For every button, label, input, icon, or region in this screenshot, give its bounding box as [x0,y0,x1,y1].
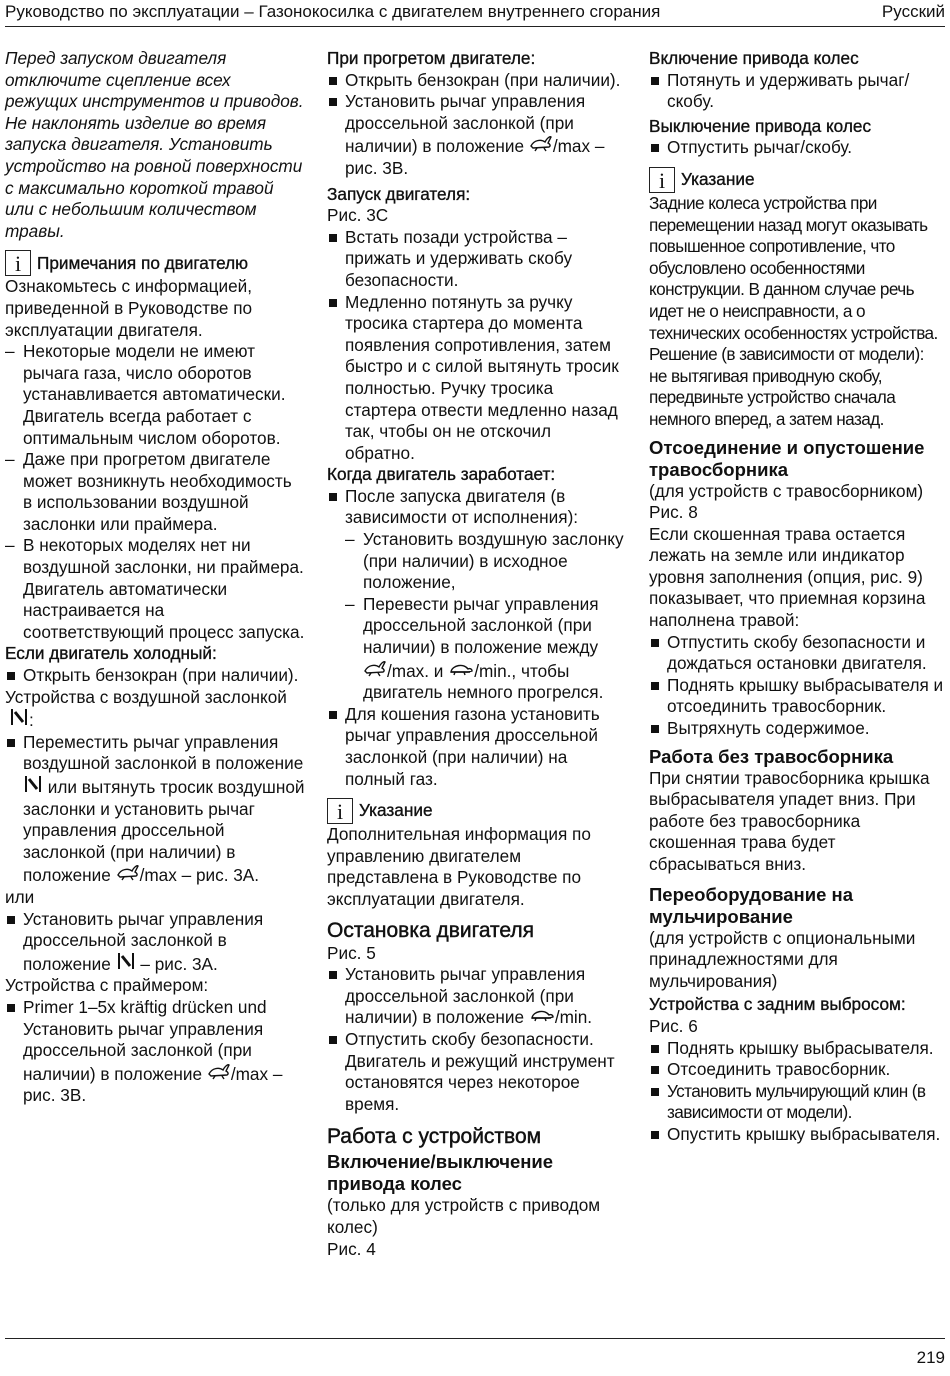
max-label: /max [230,1063,269,1084]
note-text: Задние колеса устройства при перемещении назад могут оказывать повышенное сопротивление, что обусловлено особенностями конструкции. В данном случае речь идет не о неисправности, а о технических особенностях устройства. Решение (в зависимости от модели): не вытягивая приводную скобу, передвиньте устройство сначала немного вперед, а затем назад. [649,192,938,429]
figure-ref: Рис. 4 [327,1238,376,1259]
no-catcher-title: Работа без травосборника [649,745,894,767]
max-label: /max. и [387,660,444,681]
warm-engine-title: При прогретом двигателе: [327,48,536,68]
list-item: – Некоторые модели не имеют рычага газа, число оборотов устанавливается автоматически. Двигатель всегда работает с оптимальным числом оборотов. [5,341,305,449]
empty-catcher-title: Отсоединение и опустошение травосборника [649,436,925,480]
running-dash-text: Перевести рычаг управления дроссельной заслонкой (при наличии) в положение между [363,593,599,658]
note-heading [649,167,945,193]
start-warning: Перед запуском двигателя отключите сцепление всех режущих инструментов и приводов. Не наклонять изделие во время запуска двигателя. Установить устройство на ровной поверхности с максимально короткой травой или с небольшим количеством травы. [5,48,304,241]
hare-icon [207,1062,231,1086]
engine-notes-title: Примечания по двигателю [37,252,249,273]
list-item: Отпустить рычаг/скобу. [649,137,945,159]
tortoise-icon [529,1007,555,1029]
list-item: – Установить воздушную заслонку (при наличии) в исходное положение, [345,529,625,594]
engine-notes-heading [5,250,305,276]
info-icon: i [649,167,675,193]
list-item [327,486,625,704]
list-item: Отсоединить травосборник. [649,1059,945,1081]
language-label: Русский [881,2,945,21]
list-item [327,91,625,179]
note-text: Дополнительная информация по управлению двигателем представлена в Руководстве по эксплуатации двигателя. [327,824,591,909]
mulch-subtitle: (для устройств с опциональными принадлежностями для мульчирования) [649,927,916,991]
column-3 [649,48,945,1146]
min-label: /min. [554,1007,593,1028]
page-number: 219 [916,1348,945,1367]
min-label: /min., чтобы двигатель немного прогрелся. [363,660,604,703]
footer-divider [5,1338,945,1339]
list-item: Вытряхнуть содержимое. [649,718,945,740]
engine-running-title: Когда двигатель заработает: [327,464,556,485]
start-list [327,227,625,465]
list-item [345,594,625,704]
warm-list [327,70,625,180]
page-header [5,0,945,27]
choke-icon [116,952,136,976]
choke-devices-label: Устройства с воздушной заслонкой : [5,686,287,731]
drive-text: (только для устройств с приводом колес) [327,1195,601,1237]
rear-discharge-list [649,1038,945,1146]
throttle-item-text: Установить рычаг управления дроссельной заслонкой в положение [23,908,264,974]
running-item-text: После запуска двигателя (в зависимости от исполнения): [345,485,579,528]
note-heading [327,798,625,824]
figure-ref: – рис. 3A. [181,865,260,886]
list-item [5,732,305,887]
rear-discharge-title: Устройства с задним выбросом: [649,994,906,1015]
stop-list [327,964,625,1115]
figure-ref: Рис. 6 [649,1015,698,1036]
list-item: Открыть бензокран (при наличии). [327,70,625,92]
document-title: Руководство по эксплуатации – Газонокосилка с двигателем внутреннего сгорания [5,2,661,21]
max-label: /max [139,865,177,886]
column-2 [327,48,625,1260]
hare-icon [116,863,140,887]
engine-start-title: Запуск двигателя: [327,183,471,204]
mulch-title: Переоборудование на мульчирование [649,883,853,927]
note-title: Указание [681,169,755,190]
warm-item-text: Установить рычаг управления дроссельной заслонкой (при наличии) в положение [345,91,586,157]
column-1 [5,48,305,1107]
choke-devices-text: Устройства с воздушной заслонкой [5,686,287,707]
figure-ref: Рис. 5 [327,942,376,963]
figure-ref: – рис. 3A. [140,953,218,974]
list-item: – В некоторых моделях нет ни воздушной заслонки, ни праймера. Двигатель автоматически настраивается на соответствующий процесс запуска. [5,535,305,643]
choke-icon [23,775,43,799]
cold-engine-title: Если двигатель холодный: [5,643,217,664]
figure-ref: – рис. 3B. [23,1063,283,1106]
engine-notes-list [5,341,305,643]
info-icon: i [5,250,31,276]
empty-catcher-list [649,632,945,740]
figure-ref: Рис. 8 [649,502,698,523]
drive-off-list [649,137,945,159]
stop-item-text: Установить рычаг управления дроссельной заслонкой (при наличии) в положение [345,964,586,1028]
list-item [5,997,305,1107]
choke-item-text-a: Переместить рычаг управления воздушной заслонкой в положение [23,731,304,774]
cold-list-1 [5,665,305,687]
drive-off-title: Выключение привода колес [649,115,872,136]
list-item: Установить мульчирующий клин (в зависимости от модели). [649,1081,945,1124]
empty-catcher-subtitle: (для устройств с травосборником) [649,480,924,501]
primer-devices-label: Устройства с праймером: [5,975,209,996]
list-item: Встать позади устройства – прижать и удерживать скобу безопасности. [327,227,625,292]
max-label: /max [552,136,591,157]
engine-notes-text: Ознакомьтесь с информацией, приведенной в Руководстве по эксплуатации двигателя. [5,276,253,340]
hare-icon [363,659,387,683]
drive-title: Включение/выключение привода колес [327,1151,554,1195]
list-item: Открыть бензокран (при наличии). [5,665,305,687]
throttle-list [5,909,305,976]
primer-list [5,997,305,1107]
choke-icon [9,708,29,732]
drive-on-title: Включение привода колес [649,48,859,68]
empty-catcher-text: Если скошенная трава остается лежать на земле или индикатор уровня заполнения (опция, рис. 9) показывает, что приемная корзина наполнена травой: [649,523,926,631]
note-title: Указание [359,800,433,821]
list-item [5,909,305,976]
running-list [327,486,625,790]
list-item: – Даже при прогретом двигателе может возникнуть необходимость в использовании воздушной заслонки или праймера. [5,449,305,535]
figure-ref: – рис. 3B. [345,136,605,178]
no-catcher-text: При снятии травосборника крышка выбрасывателя упадет вниз. При работе без травосборника скошенная трава будет сбрасываться вниз. [649,767,930,874]
list-item [327,964,625,1029]
primer-item-text: Primer 1–5x kräftig drücken und Установить рычаг управления дроссельной заслонкой (при наличии) в положение [23,996,267,1084]
tortoise-icon [448,661,474,683]
list-item: Поднять крышку выбрасывателя. [649,1038,945,1060]
list-item: Отпустить скобу безопасности. Двигатель и режущий инструмент остановятся через некоторое время. [327,1029,625,1115]
drive-on-list [649,70,945,113]
stop-engine-title: Остановка двигателя [327,918,535,942]
or-label: или [5,886,35,907]
choke-item-text-b: или вытянуть тросик воздушной заслонки и установить рычаг управления дроссельной заслонкой (при наличии) в положение [23,777,305,886]
list-item: Поднять крышку выбрасывателя и отсоединить травосборник. [649,675,945,718]
list-item: Медленно потянуть за ручку тросика стартера до момента появления сопротивления, затем быстро и с силой вытянуть тросик полностью. Ручку тросика стартера отвести медленно назад так, чтобы он не отскочил обратно. [327,292,625,465]
choke-list [5,732,305,887]
list-item: Потянуть и удерживать рычаг/скобу. [649,70,945,113]
list-item: Опустить крышку выбрасывателя. [649,1124,945,1146]
figure-ref: Рис. 3C [327,205,389,226]
info-icon: i [327,798,353,824]
list-item: Отпустить скобу безопасности и дождаться остановки двигателя. [649,632,945,675]
list-item: Для кошения газона установить рычаг управления дроссельной заслонкой (при наличии) на полный газ. [327,704,625,790]
running-sublist [345,529,625,704]
work-title: Работа с устройством [327,1125,542,1149]
hare-icon [529,134,553,158]
